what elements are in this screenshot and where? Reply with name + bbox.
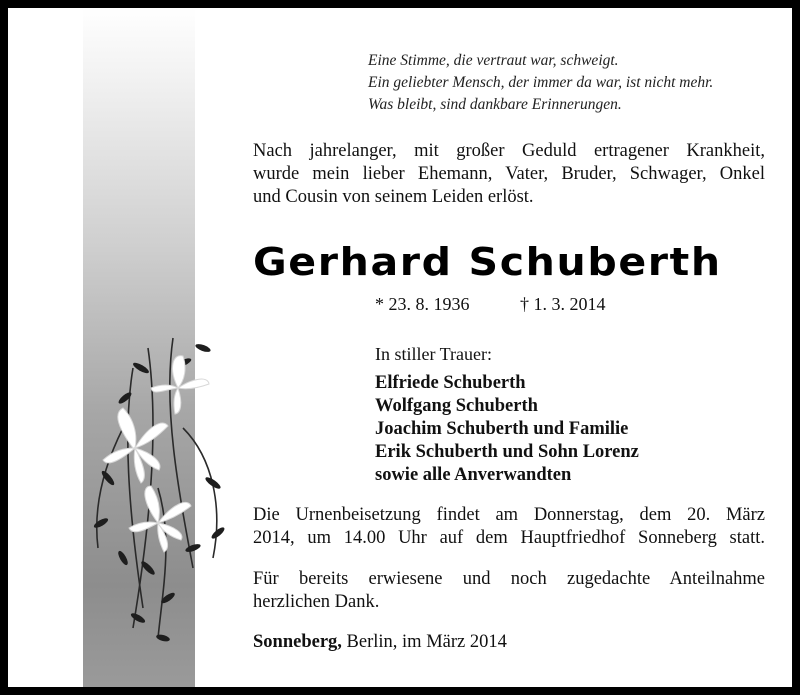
closing-place: Sonneberg, <box>253 632 342 652</box>
birth-date: * 23. 8. 1936 <box>375 294 470 314</box>
life-dates <box>375 294 606 315</box>
mourner-name: Joachim Schuberth und Familie <box>375 419 629 439</box>
thanks-line: Für bereits erwiesene und noch zugedachte Anteilnahme <box>253 569 765 589</box>
announcement-line: und Cousin von seinem Leiden erlöst. <box>253 187 534 207</box>
mourner-name: Erik Schuberth und Sohn Lorenz <box>375 442 639 462</box>
poem-line: Ein geliebter Mensch, der immer da war, ist nicht mehr. <box>368 74 714 91</box>
funeral-line: 2014, um 14.00 Uhr auf dem Hauptfriedhof Sonneberg statt. <box>253 528 765 548</box>
announcement-line: Nach jahrelanger, mit großer Geduld ertragener Krankheit, <box>253 141 765 161</box>
place-date-line <box>253 632 507 653</box>
memorial-poem <box>368 50 788 116</box>
mourner-name: sowie alle Anverwandten <box>375 465 572 485</box>
closing-date: Berlin, im März 2014 <box>341 632 507 652</box>
deceased-name: Gerhard Schuberth <box>253 240 722 284</box>
poem-line: Eine Stimme, die vertraut war, schweigt. <box>368 52 619 69</box>
poem-line: Was bleibt, sind dankbare Erinnerungen. <box>368 96 622 113</box>
thanks-line: herzlichen Dank. <box>253 592 380 612</box>
mourners-label: In stiller Trauer: <box>375 344 492 364</box>
mourners-list <box>375 372 639 487</box>
thanks-paragraph <box>253 568 765 614</box>
funeral-line: Die Urnenbeisetzung findet am Donnerstag, dem 20. März <box>253 505 765 525</box>
announcement-line: wurde mein lieber Ehemann, Vater, Bruder, Schwager, Onkel <box>253 164 765 184</box>
funeral-paragraph <box>253 504 765 550</box>
death-date: † 1. 3. 2014 <box>520 294 606 314</box>
mourner-name: Elfriede Schuberth <box>375 373 526 393</box>
mourner-name: Wolfgang Schuberth <box>375 396 538 416</box>
announcement-paragraph <box>253 140 765 209</box>
lily-bouquet-image <box>63 308 243 658</box>
